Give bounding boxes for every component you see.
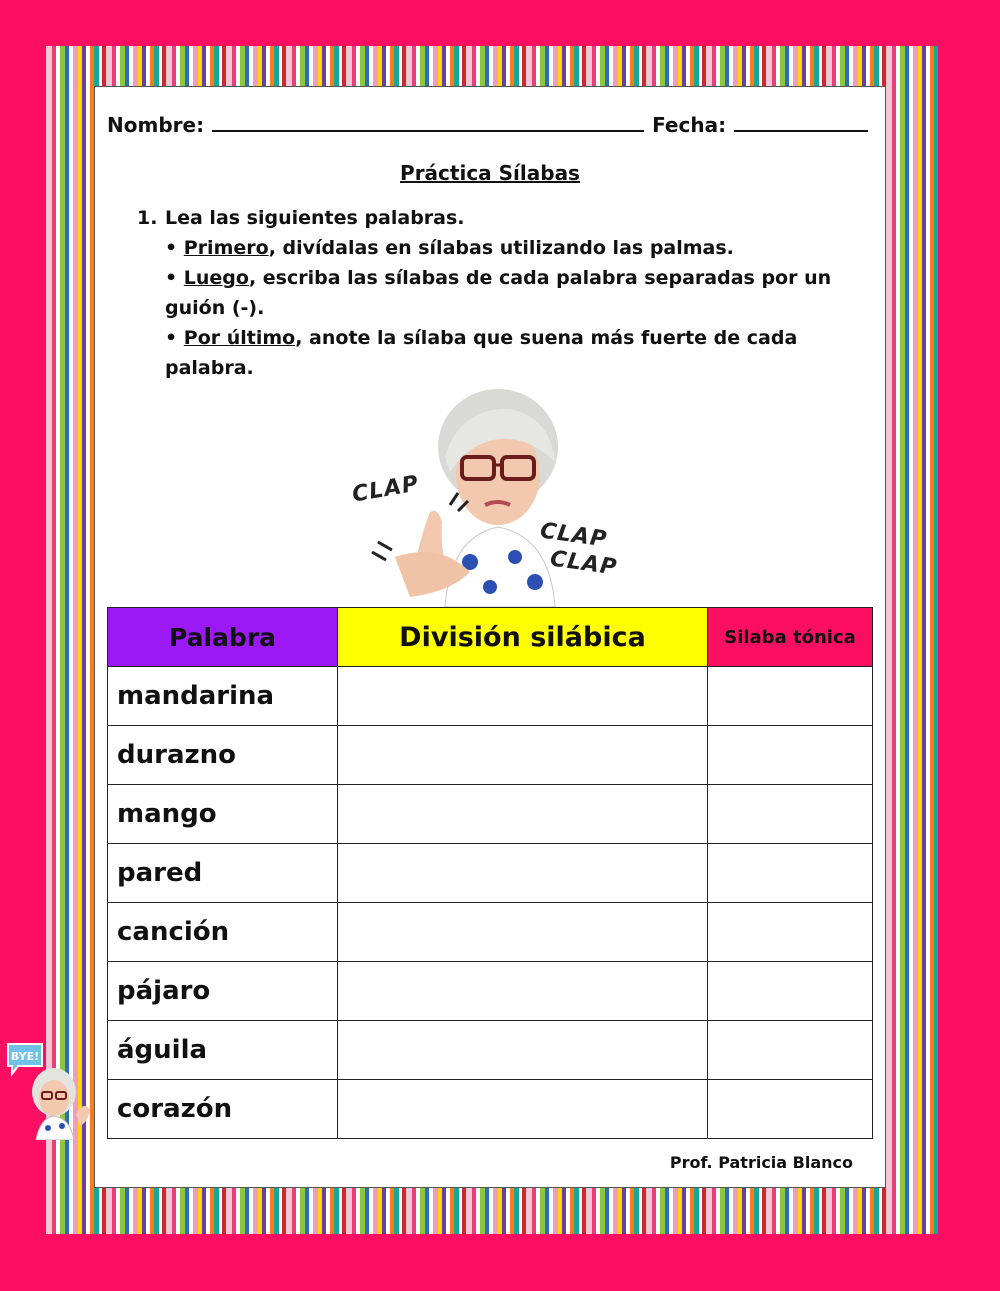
table-row xyxy=(108,844,873,903)
word-cell: corazón xyxy=(108,1080,338,1139)
bye-bubble-text: BYE! xyxy=(10,1050,40,1063)
table-row xyxy=(108,667,873,726)
division-cell[interactable] xyxy=(338,962,708,1021)
word-cell: canción xyxy=(108,903,338,962)
instruction-number: 1. xyxy=(137,207,158,229)
division-cell[interactable] xyxy=(338,785,708,844)
worksheet-page xyxy=(94,86,886,1188)
table-row xyxy=(108,903,873,962)
teacher-signature: Prof. Patricia Blanco xyxy=(669,1153,853,1172)
syllable-table xyxy=(107,607,873,1139)
clap-text-1: CLAP xyxy=(350,471,421,508)
tonic-cell[interactable] xyxy=(708,785,873,844)
word-cell: pájaro xyxy=(108,962,338,1021)
table-row xyxy=(108,1080,873,1139)
instruction-step-3: • Por último, anote la sílaba que suena más fuerte de cada palabra. xyxy=(165,327,798,379)
instruction-step-1: • Primero, divídalas en sílabas utilizando las palmas. xyxy=(165,237,734,259)
division-cell[interactable] xyxy=(338,903,708,962)
header-line xyxy=(107,113,877,137)
header-silaba-tonica: Silaba tónica xyxy=(708,608,873,667)
table-row xyxy=(108,785,873,844)
name-field[interactable] xyxy=(212,128,644,132)
instruction-step-2: • Luego, escriba las sílabas de cada palabra separadas por un guión (-). xyxy=(165,267,832,319)
word-cell: mango xyxy=(108,785,338,844)
tonic-cell[interactable] xyxy=(708,726,873,785)
word-cell: águila xyxy=(108,1021,338,1080)
bye-sticker xyxy=(6,1040,106,1140)
word-cell: mandarina xyxy=(108,667,338,726)
table-row xyxy=(108,962,873,1021)
division-cell[interactable] xyxy=(338,667,708,726)
clap-text-3: CLAP xyxy=(548,546,619,581)
tonic-cell[interactable] xyxy=(708,667,873,726)
tonic-cell[interactable] xyxy=(708,1021,873,1080)
date-label: Fecha: xyxy=(652,113,727,137)
division-cell[interactable] xyxy=(338,844,708,903)
tonic-cell[interactable] xyxy=(708,844,873,903)
name-label: Nombre: xyxy=(107,113,205,137)
word-cell: durazno xyxy=(108,726,338,785)
instructions xyxy=(137,203,872,383)
clap-text-2: CLAP xyxy=(538,518,609,553)
table-row xyxy=(108,726,873,785)
word-cell: pared xyxy=(108,844,338,903)
tonic-cell[interactable] xyxy=(708,962,873,1021)
division-cell[interactable] xyxy=(338,1080,708,1139)
header-division-silabica: División silábica xyxy=(338,608,708,667)
tonic-cell[interactable] xyxy=(708,903,873,962)
division-cell[interactable] xyxy=(338,1021,708,1080)
tonic-cell[interactable] xyxy=(708,1080,873,1139)
table-row xyxy=(108,1021,873,1080)
header-palabra: Palabra xyxy=(108,608,338,667)
date-field[interactable] xyxy=(734,128,868,132)
clapping-teacher-illustration xyxy=(350,387,630,607)
table-header-row xyxy=(108,608,873,667)
division-cell[interactable] xyxy=(338,726,708,785)
instruction-intro: Lea las siguientes palabras. xyxy=(165,207,465,229)
page-title: Práctica Sílabas xyxy=(400,161,580,185)
